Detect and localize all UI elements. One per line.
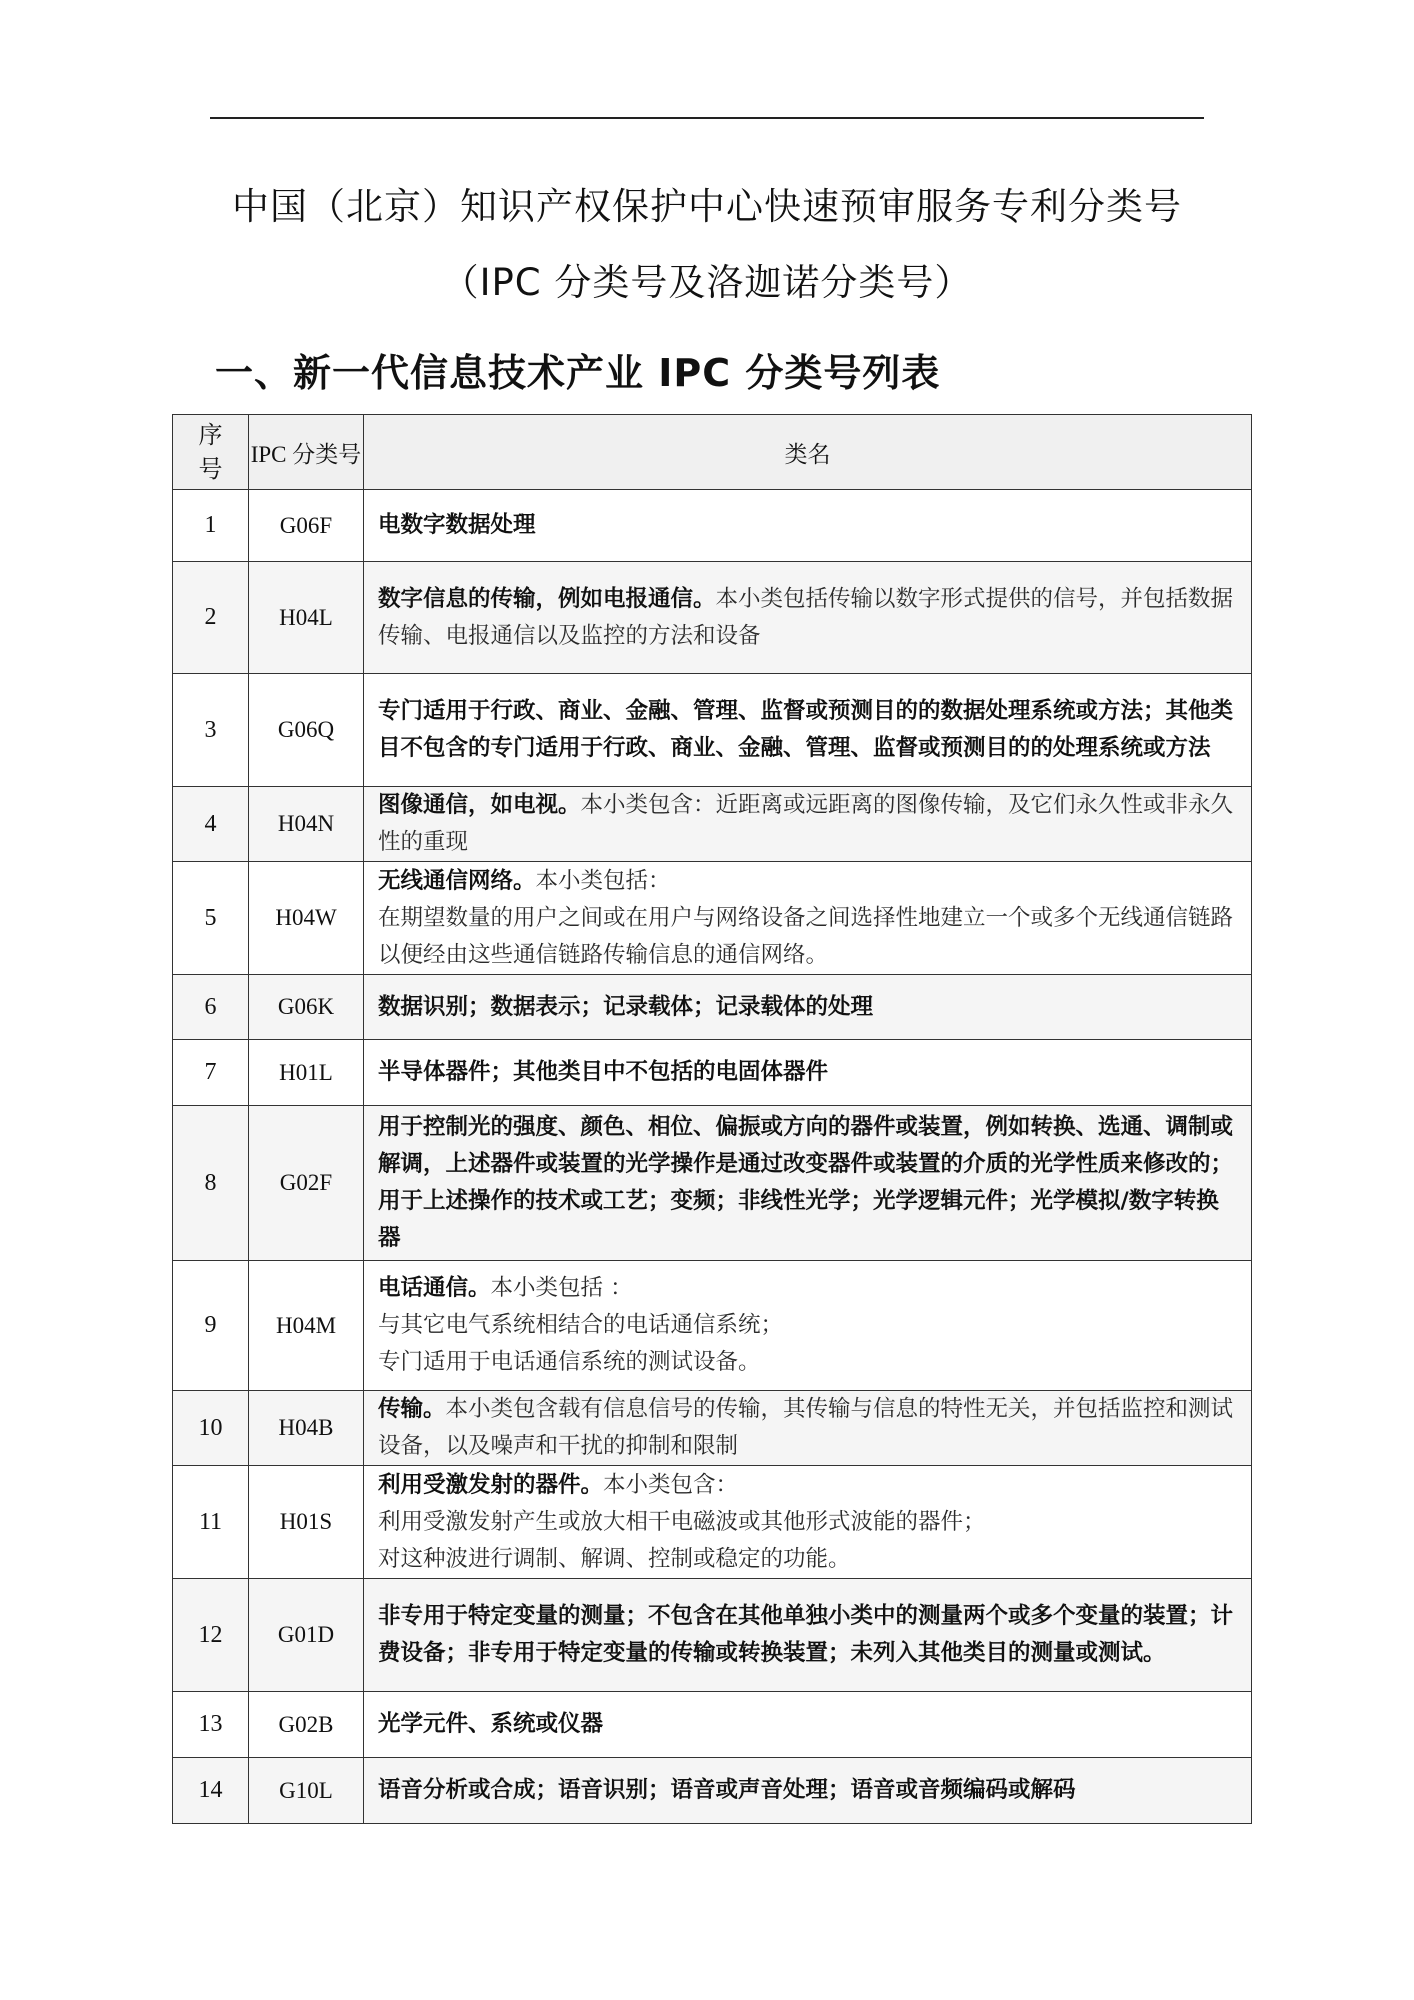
table-row xyxy=(173,1579,1252,1692)
row-ipc-code: G06K xyxy=(249,975,364,1040)
table-body xyxy=(173,490,1252,1824)
class-title: 利用受激发射的器件。 xyxy=(378,1471,604,1498)
row-ipc-code: G10L xyxy=(249,1758,364,1824)
header-serial-line1: 序 xyxy=(198,421,223,449)
class-description: 本小类包含载有信息信号的传输，其传输与信息的特性无关，并包括监控和测试设备，以及噪声和干扰的抑制和限制 xyxy=(378,1396,1234,1459)
row-ipc-code: H04M xyxy=(249,1261,364,1391)
ipc-classification-table xyxy=(172,414,1252,1824)
row-serial-number: 2 xyxy=(173,562,249,674)
row-ipc-code: G01D xyxy=(249,1579,364,1692)
row-class-name xyxy=(364,562,1252,674)
document-subtitle: （IPC 分类号及洛迦诺分类号） xyxy=(441,261,973,304)
row-serial-number: 8 xyxy=(173,1106,249,1261)
row-ipc-code: G06Q xyxy=(249,674,364,787)
row-serial-number: 13 xyxy=(173,1692,249,1758)
row-ipc-code: G06F xyxy=(249,490,364,562)
class-title: 光学元件、系统或仪器 xyxy=(378,1711,604,1737)
table-row xyxy=(173,1106,1252,1261)
table-row xyxy=(173,674,1252,787)
header-serial-number xyxy=(173,415,249,490)
class-description: 本小类包含：近距离或远距离的图像传输，及它们永久性或非永久性的重现 xyxy=(378,792,1234,855)
row-class-name xyxy=(364,1466,1252,1579)
row-serial-number: 5 xyxy=(173,862,249,975)
class-title: 电数字数据处理 xyxy=(378,512,536,538)
header-rule xyxy=(210,117,1204,119)
row-class-name xyxy=(364,1579,1252,1692)
table-row xyxy=(173,1466,1252,1579)
row-class-name xyxy=(364,1261,1252,1391)
row-serial-number: 1 xyxy=(173,490,249,562)
table-row xyxy=(173,975,1252,1040)
section-heading: 一、新一代信息技术产业 IPC 分类号列表 xyxy=(215,351,941,395)
row-ipc-code: H04N xyxy=(249,787,364,862)
row-class-name xyxy=(364,862,1252,975)
header-class-name: 类名 xyxy=(364,415,1252,490)
row-serial-number: 14 xyxy=(173,1758,249,1824)
row-class-name xyxy=(364,490,1252,562)
header-ipc-code: IPC 分类号 xyxy=(249,415,364,490)
table-row xyxy=(173,1758,1252,1824)
row-serial-number: 10 xyxy=(173,1391,249,1466)
row-ipc-code: H04B xyxy=(249,1391,364,1466)
class-title: 语音分析或合成；语音识别；语音或声音处理；语音或音频编码或解码 xyxy=(378,1777,1076,1803)
row-serial-number: 12 xyxy=(173,1579,249,1692)
row-class-name xyxy=(364,1040,1252,1106)
class-title: 专门适用于行政、商业、金融、管理、监督或预测目的的数据处理系统或方法；其他类目不包含的专门适用于行政、商业、金融、管理、监督或预测目的的处理系统或方法 xyxy=(378,698,1234,761)
row-ipc-code: H01S xyxy=(249,1466,364,1579)
row-serial-number: 4 xyxy=(173,787,249,862)
row-class-name xyxy=(364,1391,1252,1466)
table-row xyxy=(173,787,1252,862)
row-ipc-code: G02B xyxy=(249,1692,364,1758)
row-serial-number: 11 xyxy=(173,1466,249,1579)
class-description: 本小类包含： 利用受激发射产生或放大相干电磁波或其他形式波能的器件； 对这种波进行调制、解调、控制或稳定的功能。 xyxy=(378,1471,986,1572)
table-row xyxy=(173,1692,1252,1758)
class-title: 数字信息的传输，例如电报通信。 xyxy=(378,585,716,612)
class-description: 本小类包括 ： 与其它电气系统相结合的电话通信系统； 专门适用于电话通信系统的测试设备。 xyxy=(378,1275,784,1375)
row-class-name xyxy=(364,1758,1252,1824)
row-class-name xyxy=(364,787,1252,862)
class-description: 本小类包括： 在期望数量的用户之间或在用户与网络设备之间选择性地建立一个或多个无线通信链路以便经由这些通信链路传输信息的通信网络。 xyxy=(378,867,1234,968)
row-serial-number: 3 xyxy=(173,674,249,787)
row-class-name xyxy=(364,674,1252,787)
class-title: 图像通信，如电视。 xyxy=(378,792,581,818)
class-title: 非专用于特定变量的测量；不包含在其他单独小类中的测量两个或多个变量的装置；计费设备；非专用于特定变量的传输或转换装置；未列入其他类目的测量或测试。 xyxy=(378,1603,1234,1666)
document-title: 中国（北京）知识产权保护中心快速预审服务专利分类号 xyxy=(232,185,1182,228)
table-row xyxy=(173,562,1252,674)
row-ipc-code: H01L xyxy=(249,1040,364,1106)
table-row xyxy=(173,1261,1252,1391)
row-serial-number: 9 xyxy=(173,1261,249,1391)
row-class-name xyxy=(364,975,1252,1040)
row-ipc-code: H04L xyxy=(249,562,364,674)
row-serial-number: 7 xyxy=(173,1040,249,1106)
table-row xyxy=(173,862,1252,975)
class-title: 无线通信网络。 xyxy=(378,867,536,894)
class-title: 电话通信。 xyxy=(378,1275,491,1301)
class-title: 半导体器件；其他类目中不包括的电固体器件 xyxy=(378,1059,829,1085)
table-row xyxy=(173,490,1252,562)
row-ipc-code: G02F xyxy=(249,1106,364,1261)
row-ipc-code: H04W xyxy=(249,862,364,975)
row-class-name xyxy=(364,1106,1252,1261)
header-serial-line2: 号 xyxy=(198,455,223,483)
class-title: 传输。 xyxy=(378,1396,446,1422)
table-row xyxy=(173,1391,1252,1466)
class-description: 本小类包括传输以数字形式提供的信号，并包括数据传输、电报通信以及监控的方法和设备 xyxy=(378,585,1234,649)
row-class-name xyxy=(364,1692,1252,1758)
class-title: 用于控制光的强度、颜色、相位、偏振或方向的器件或装置，例如转换、选通、调制或解调，上述器件或装置的光学操作是通过改变器件或装置的介质的光学性质来修改的；用于上述操作的技术或工艺；变频；非线性光学；光学逻辑元件；光学模拟/数字转换器 xyxy=(378,1114,1234,1251)
table-row xyxy=(173,1040,1252,1106)
class-title: 数据识别；数据表示；记录载体；记录载体的处理 xyxy=(378,993,874,1020)
row-serial-number: 6 xyxy=(173,975,249,1040)
